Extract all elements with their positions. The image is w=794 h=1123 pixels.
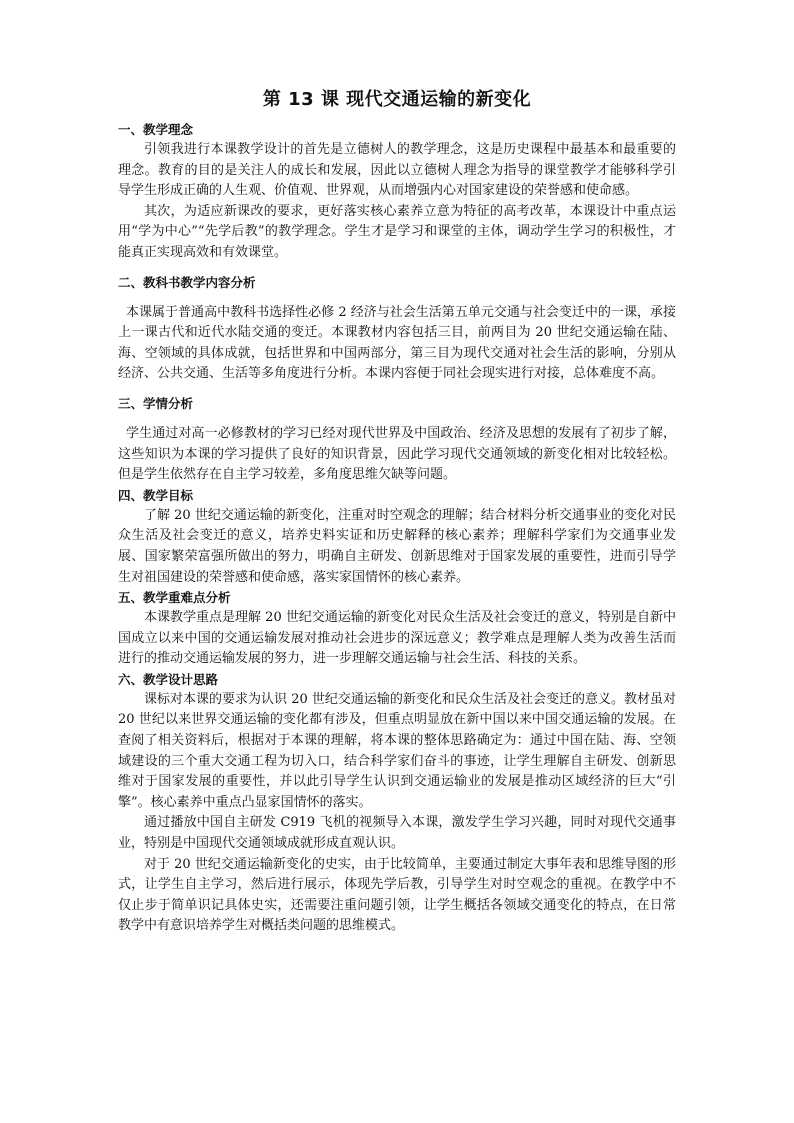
document-page bbox=[118, 88, 676, 937]
section-student-analysis bbox=[118, 394, 676, 486]
section-heading: 一、教学理念 bbox=[118, 122, 194, 137]
paragraph: 本课教学重点是理解 20 世纪交通运输的新变化对民众生活及社会变迁的意义，特别是自新中国成立以来中国的交通运输发展对推动社会进步的深远意义；教学难点是理解人类为改善生活而进行的推动交通运输发展的努力，进一步理解交通运输与社会生活、科技的关系。 bbox=[118, 610, 676, 667]
section-heading: 二、教科书教学内容分析 bbox=[118, 274, 256, 290]
paragraph: 课标对本课的要求为认识 20 世纪交通运输的新变化和民众生活及社会变迁的意义。教材虽对 20 世纪以来世界交通运输的变化都有涉及，但重点明显放在新中国以来中国交通运输的发展。在查阅了相关资料后，根据对于本课的理解，将本课的整体思路确定为：通过中国在陆、海、空领域建设的三个重大交通工程为切入口，结合科学家们奋斗的事迹，让学生理解自主研发、创新思维对于国家发展的重要性，并以此引导学生认识到交通运输业的发展是推动区域经济的巨大“引擎”。核心素养中重点凸显家国情怀的落实。 bbox=[118, 691, 676, 810]
section-heading: 三、学情分析 bbox=[118, 395, 194, 411]
paragraph: 了解 20 世纪交通运输的新变化，注重对时空观念的理解；结合材料分析交通事业的变化对民众生活及社会变迁的意义，培养史料实证和历史解释的核心素养；理解科学家们为交通事业发展、国家繁荣富强所做出的努力，明确自主研发、创新思维对于国家发展的重要性，进而引导学生对祖国建设的荣誉感和使命感，落实家国情怀的核心素养。 bbox=[118, 507, 676, 585]
section-design-approach bbox=[118, 670, 676, 937]
section-teaching-objectives bbox=[118, 486, 676, 588]
section-heading: 六、教学设计思路 bbox=[118, 671, 219, 687]
paragraph: 对于 20 世纪交通运输新变化的史实，由于比较简单，主要通过制定大事年表和思维导图的形式，让学生自主学习，然后进行展示，体现先学后教，引导学生对时空观念的重视。在教学中不仅止步于简单识记具体史实，还需要注重问题引领，让学生概括各领域交通变化的特点，在日常教学中有意识培养学生对概括类问题的思维模式。 bbox=[118, 856, 676, 934]
section-key-difficult-points bbox=[118, 588, 676, 670]
section-teaching-philosophy bbox=[118, 120, 676, 264]
paragraph: 学生通过对高一必修教材的学习已经对现代世界及中国政治、经济及思想的发展有了初步了解，这些知识为本课的学习提供了良好的知识背景，因此学习现代交通领域的新变化相对比较轻松。但是学生依然存在自主学习较差，多角度思维欠缺等问题。 bbox=[118, 425, 676, 483]
section-heading: 五、教学重难点分析 bbox=[118, 590, 231, 606]
page-title: 第 13 课 现代交通运输的新变化 bbox=[262, 89, 532, 110]
paragraph: 引领我进行本课教学设计的首先是立德树人的教学理念，这是历史课程中最基本和最重要的理念。教育的目的是关注人的成长和发展，因此以立德树人理念为指导的课堂教学才能够科学引导学生形成正确的人生观、价值观、世界观，从而增强内心对国家建设的荣誉感和使命感。 bbox=[118, 142, 676, 199]
paragraph: 本课属于普通高中教科书选择性必修 2 经济与社会生活第五单元交通与社会变迁中的一课，承接上一课古代和近代水陆交通的变迁。本课教材内容包括三目，前两目为 20 世纪交通运输在陆、海、空领域的具体成就，包括世界和中国两部分，第三目为现代交通对社会生活的影响，分别从经济、公共交通、生活等多角度进行分析。本课内容便于同社会现实进行对接，总体难度不高。 bbox=[118, 304, 676, 382]
section-heading: 四、教学目标 bbox=[118, 487, 194, 503]
paragraph: 其次，为适应新课改的要求，更好落实核心素养立意为特征的高考改革，本课设计中重点运用“学为中心”“先学后教”的教学理念。学生才是学习和课堂的主体，调动学生学习的积极性，才能真正实现高效和有效课堂。 bbox=[118, 203, 676, 260]
paragraph: 通过播放中国自主研发 C919 飞机的视频导入本课，激发学生学习兴趣，同时对现代交通事业，特别是中国现代交通领域成就形成直观认识。 bbox=[118, 815, 676, 852]
section-textbook-analysis bbox=[118, 273, 676, 385]
